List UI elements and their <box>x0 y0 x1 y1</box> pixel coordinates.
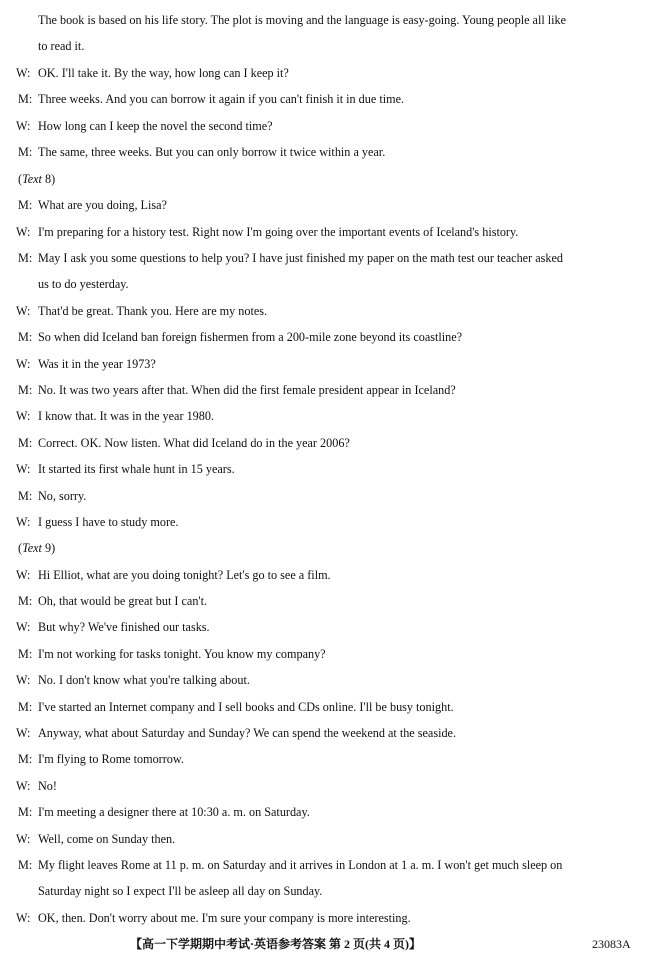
speaker-label: M: <box>18 489 33 503</box>
dialog-text: How long can I keep the novel the second time? <box>38 119 273 133</box>
dialog-text: I'm not working for tasks tonight. You know my company? <box>38 647 326 661</box>
speaker-label: M: <box>18 251 33 265</box>
speaker-label: W: <box>16 119 31 133</box>
dialog-text: OK, then. Don't worry about me. I'm sure your company is more interesting. <box>38 911 411 925</box>
footer-code: 23083A <box>592 937 631 951</box>
continuation-text: to read it. <box>38 39 85 53</box>
section-label-italic: Text <box>22 541 42 555</box>
speaker-label: W: <box>16 673 31 687</box>
dialog-text: So when did Iceland ban foreign fishermen from a 200-mile zone beyond its coastline? <box>38 330 463 344</box>
dialog-text: The same, three weeks. But you can only borrow it twice within a year. <box>38 145 386 159</box>
dialog-text: I'm flying to Rome tomorrow. <box>38 752 184 766</box>
dialog-text: Well, come on Sunday then. <box>38 832 176 846</box>
speaker-label: W: <box>16 462 31 476</box>
speaker-label: W: <box>16 726 31 740</box>
speaker-label: M: <box>18 92 33 106</box>
dialog-text: No, sorry. <box>38 489 87 503</box>
dialog-text: Was it in the year 1973? <box>38 357 156 371</box>
speaker-label: W: <box>16 911 31 925</box>
dialog-text: May I ask you some questions to help you? I have just finished my paper on the math test our teacher asked <box>38 251 563 265</box>
speaker-label: W: <box>16 66 31 80</box>
dialog-text: It started its first whale hunt in 15 years. <box>38 462 235 476</box>
section-label: (Text 9) <box>18 541 56 555</box>
dialog-text: What are you doing, Lisa? <box>38 198 167 212</box>
continuation-text: The book is based on his life story. The plot is moving and the language is easy-going. Young people all like <box>38 13 567 27</box>
speaker-label: M: <box>18 752 33 766</box>
dialog-text: I'm meeting a designer there at 10:30 a. m. on Saturday. <box>38 805 310 819</box>
dialog-text: No. I don't know what you're talking about. <box>38 673 250 687</box>
section-label: (Text 8) <box>18 172 56 186</box>
continuation-text: us to do yesterday. <box>38 277 129 291</box>
dialog-text: Three weeks. And you can borrow it again if you can't finish it in due time. <box>38 92 405 106</box>
dialog-text: No! <box>38 779 57 793</box>
dialog-text: Oh, that would be great but I can't. <box>38 594 208 608</box>
dialog-text: I know that. It was in the year 1980. <box>38 409 214 423</box>
dialog-text: Anyway, what about Saturday and Sunday? We can spend the weekend at the seaside. <box>38 726 457 740</box>
dialog-text: Hi Elliot, what are you doing tonight? Let's go to see a film. <box>38 568 331 582</box>
speaker-label: M: <box>18 198 33 212</box>
dialog-text: I guess I have to study more. <box>38 515 179 529</box>
speaker-label: M: <box>18 805 33 819</box>
speaker-label: M: <box>18 436 33 450</box>
speaker-label: W: <box>16 225 31 239</box>
dialog-text: That'd be great. Thank you. Here are my notes. <box>38 304 268 318</box>
dialog-text: OK. I'll take it. By the way, how long can I keep it? <box>38 66 289 80</box>
dialog-text: No. It was two years after that. When did the first female president appear in Iceland? <box>38 383 456 397</box>
speaker-label: M: <box>18 383 33 397</box>
speaker-label: M: <box>18 858 33 872</box>
speaker-label: W: <box>16 357 31 371</box>
footer-title: 【高一下学期期中考试·英语参考答案 第 2 页(共 4 页)】 <box>130 937 421 951</box>
section-label-italic: Text <box>22 172 42 186</box>
dialog-text: I've started an Internet company and I sell books and CDs online. I'll be busy tonight. <box>38 700 454 714</box>
speaker-label: W: <box>16 515 31 529</box>
speaker-label: M: <box>18 330 33 344</box>
speaker-label: W: <box>16 620 31 634</box>
speaker-label: M: <box>18 145 33 159</box>
speaker-label: W: <box>16 779 31 793</box>
speaker-label: W: <box>16 568 31 582</box>
speaker-label: W: <box>16 409 31 423</box>
speaker-label: M: <box>18 700 33 714</box>
continuation-text: Saturday night so I expect I'll be asleep all day on Sunday. <box>38 884 323 898</box>
speaker-label: W: <box>16 832 31 846</box>
dialog-text: I'm preparing for a history test. Right now I'm going over the important events of Iceland's history. <box>38 225 519 239</box>
speaker-label: M: <box>18 647 33 661</box>
speaker-label: W: <box>16 304 31 318</box>
speaker-label: M: <box>18 594 33 608</box>
dialog-text: My flight leaves Rome at 11 p. m. on Saturday and it arrives in London at 1 a. m. I won't get much sleep on <box>38 858 563 872</box>
dialog-text: Correct. OK. Now listen. What did Iceland do in the year 2006? <box>38 436 350 450</box>
dialog-text: But why? We've finished our tasks. <box>38 620 210 634</box>
